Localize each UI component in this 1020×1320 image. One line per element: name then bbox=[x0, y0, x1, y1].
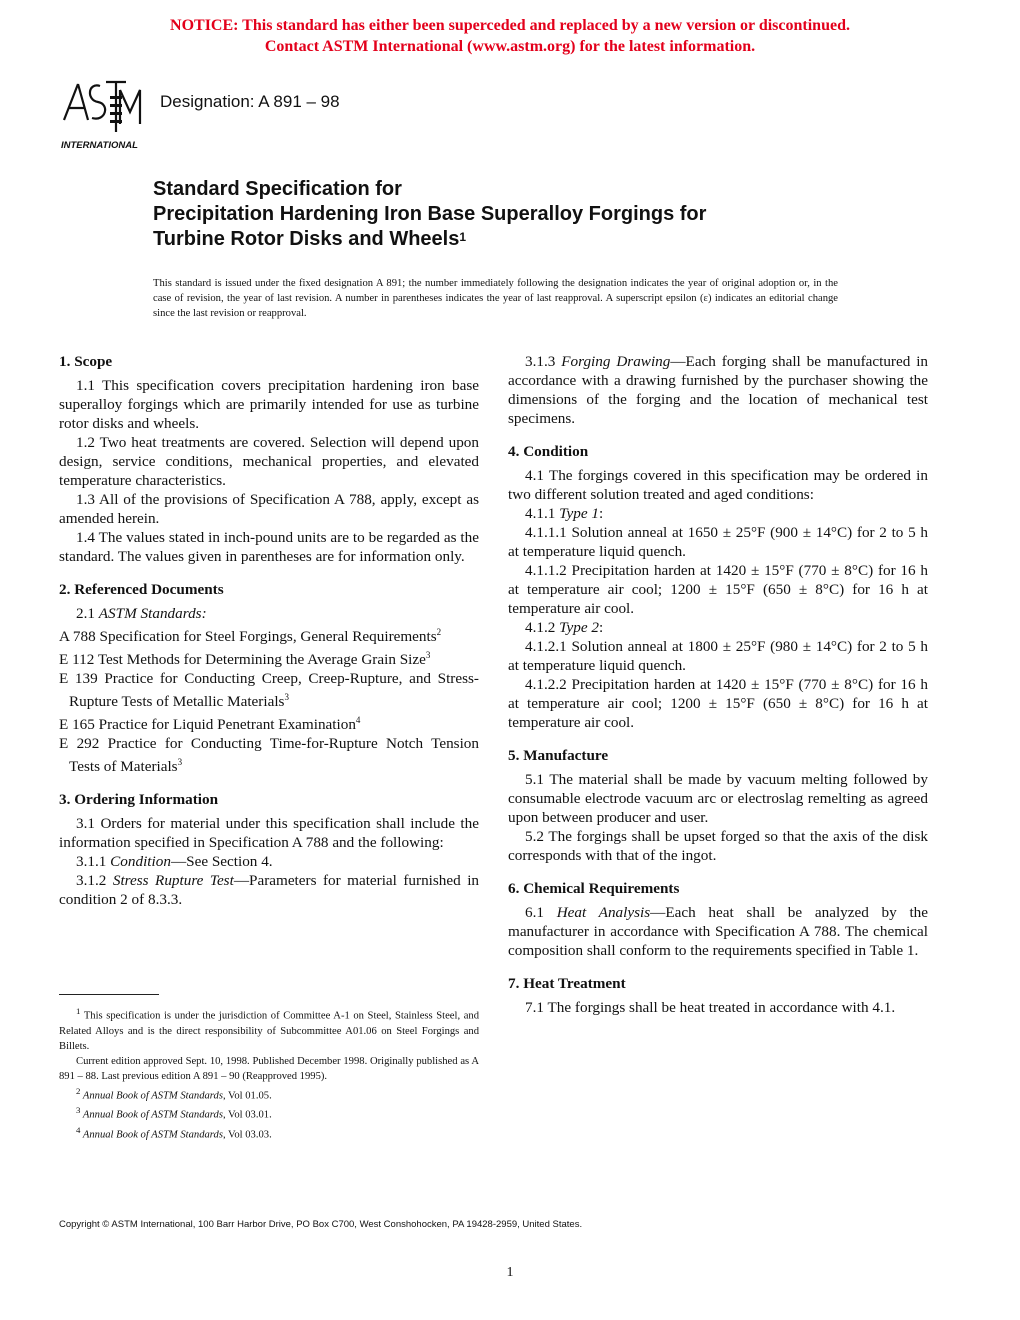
paragraph: 4.1.2 Type 2: bbox=[525, 619, 604, 636]
title-line-2: Precipitation Hardening Iron Base Superalloy Forgings for bbox=[153, 203, 707, 225]
section-heading: 5. Manufacture bbox=[508, 747, 609, 764]
footnote: Current edition approved Sept. 10, 1998. Published December 1998. Originally published as A 891 – 88. Last previous edition A 891 – 90 (Reapproved 1995). bbox=[59, 1055, 479, 1082]
astm-logo-icon bbox=[58, 76, 146, 152]
section-scope bbox=[59, 352, 479, 566]
reference-item: E 112 Test Methods for Determining the Average Grain Size$^3$ bbox=[59, 650, 431, 669]
section-chemical-requirements bbox=[508, 879, 928, 960]
title-footnote-mark: 1 bbox=[459, 230, 467, 244]
left-column bbox=[59, 352, 479, 923]
section-heading: 6. Chemical Requirements bbox=[508, 880, 680, 897]
paragraph: 4.1.1.2 Precipitation harden at 1420 ± 15°F (770 ± 8°C) for 16 h at temperature air cool; 1200 ± 15°F (650 ± 8°C) for 16 h at temperature air cool. bbox=[508, 562, 928, 617]
reference-item: E 139 Practice for Conducting Creep, Creep-Rupture, and Stress-Rupture Tests of Metallic Materials$^3$ bbox=[59, 670, 479, 711]
logo-wordmark: INTERNATIONAL bbox=[61, 140, 138, 151]
supersede-notice bbox=[0, 15, 1020, 57]
notice-line-1: NOTICE: This standard has either been superceded and replaced by a new version or discontinued. bbox=[170, 17, 850, 34]
section-heat-treatment bbox=[508, 974, 928, 1017]
title-line-3: Turbine Rotor Disks and Wheels bbox=[153, 228, 460, 250]
section-manufacture bbox=[508, 746, 928, 865]
paragraph: 3.1 Orders for material under this specification shall include the information specified in Specification A 788 and the following: bbox=[59, 815, 479, 852]
designation: Designation: A 891 – 98 bbox=[160, 92, 340, 111]
footnote: $^2$ Annual Book of ASTM Standards, Vol 01.05. bbox=[76, 1085, 272, 1102]
reference-item: A 788 Specification for Steel Forgings, General Requirements$^2$ bbox=[59, 627, 442, 646]
footnote: $^1$ This specification is under the jurisdiction of Committee A-1 on Steel, Stainless Steel, and Related Alloys and is the direct responsibility of Subcommittee A01.06 on Steel Forgings and Billets. bbox=[59, 1006, 479, 1052]
paragraph: 5.1 The material shall be made by vacuum melting followed by consumable electrode vacuum arc or electroslag remelting as agreed upon between producer and user. bbox=[508, 771, 928, 826]
paragraph: 1.2 Two heat treatments are covered. Selection will depend upon design, service conditions, mechanical properties, and elevated temperature characteristics. bbox=[59, 434, 479, 489]
section-referenced-documents bbox=[59, 580, 479, 776]
section-heading: 2. Referenced Documents bbox=[59, 581, 224, 598]
notice-line-2: Contact ASTM International (www.astm.org) for the latest information. bbox=[264, 38, 756, 55]
section-heading: 4. Condition bbox=[508, 443, 589, 460]
paragraph: 4.1.1 Type 1: bbox=[525, 505, 604, 522]
paragraph: 1.3 All of the provisions of Specification A 788, apply, except as amended herein. bbox=[59, 491, 479, 527]
section-heading: 3. Ordering Information bbox=[59, 791, 219, 809]
section-ordering-continued bbox=[508, 352, 928, 428]
section-heading: 1. Scope bbox=[59, 353, 113, 370]
section-ordering-information bbox=[59, 790, 479, 909]
footnote-divider bbox=[59, 994, 159, 995]
reference-item: E 165 Practice for Liquid Penetrant Examination$^4$ bbox=[59, 715, 361, 734]
section-heading: 7. Heat Treatment bbox=[508, 975, 626, 992]
right-column bbox=[508, 352, 928, 1031]
section-condition bbox=[508, 442, 928, 732]
paragraph: 3.1.2 Stress Rupture Test—Parameters for material furnished in condition 2 of 8.3.3. bbox=[59, 872, 480, 909]
paragraph: 6.1 Heat Analysis—Each heat shall be analyzed by the manufacturer in accordance with Specification A 788. The chemical composition shall conform to the requirements specified in Table 1. bbox=[508, 904, 929, 959]
page-title bbox=[153, 177, 853, 252]
paragraph: 1.1 This specification covers precipitation hardening iron base superalloy forgings which are primarily intended for use as turbine rotor disks and wheels. bbox=[59, 377, 479, 432]
copyright: Copyright © ASTM International, 100 Barr Harbor Drive, PO Box C700, West Conshohocken, PA 19428-2959, United States. bbox=[59, 1219, 583, 1230]
reference-item: E 292 Practice for Conducting Time-for-Rupture Notch Tension Tests of Materials$^3$ bbox=[59, 735, 479, 776]
footnote: $^4$ Annual Book of ASTM Standards, Vol 03.03. bbox=[76, 1124, 272, 1141]
footnotes bbox=[59, 1004, 479, 1142]
paragraph: 2.1 ASTM Standards: bbox=[76, 605, 207, 622]
paragraph: 1.4 The values stated in inch-pound units are to be regarded as the standard. The values given in parentheses are for information only. bbox=[59, 529, 479, 565]
paragraph: 7.1 The forgings shall be heat treated in accordance with 4.1. bbox=[525, 999, 896, 1016]
page-number: 1 bbox=[506, 1265, 514, 1280]
paragraph: 3.1.3 Forging Drawing—Each forging shall be manufactured in accordance with a drawing furnished by the purchaser showing the dimensions of the forging and the location of mechanical test specimens. bbox=[508, 353, 929, 427]
paragraph: 3.1.1 Condition—See Section 4. bbox=[76, 853, 273, 871]
paragraph: 4.1.2.1 Solution anneal at 1800 ± 25°F (980 ± 14°C) for 2 to 5 h at temperature liquid quench. bbox=[508, 638, 928, 674]
paragraph: 4.1.1.1 Solution anneal at 1650 ± 25°F (900 ± 14°C) for 2 to 5 h at temperature liquid quench. bbox=[508, 524, 928, 560]
paragraph: 4.1.2.2 Precipitation harden at 1420 ± 15°F (770 ± 8°C) for 16 h at temperature air cool; 1200 ± 15°F (650 ± 8°C) for 16 h at temperature air cool. bbox=[508, 676, 928, 731]
issue-statement: This standard is issued under the fixed designation A 891; the number immediately following the designation indicates the year of original adoption or, in the case of revision, the year of last revision. A number in parentheses indicates the year of last reapproval. A superscript epsilon (ε) indicates an editorial change since the last revision or reapproval. bbox=[153, 278, 838, 319]
paragraph: 5.2 The forgings shall be upset forged so that the axis of the disk corresponds with that of the ingot. bbox=[508, 828, 928, 864]
title-line-1: Standard Specification for bbox=[153, 178, 402, 200]
paragraph: 4.1 The forgings covered in this specification may be ordered in two different solution treated and aged conditions: bbox=[508, 467, 928, 503]
footnote: $^3$ Annual Book of ASTM Standards, Vol 03.01. bbox=[76, 1105, 272, 1121]
